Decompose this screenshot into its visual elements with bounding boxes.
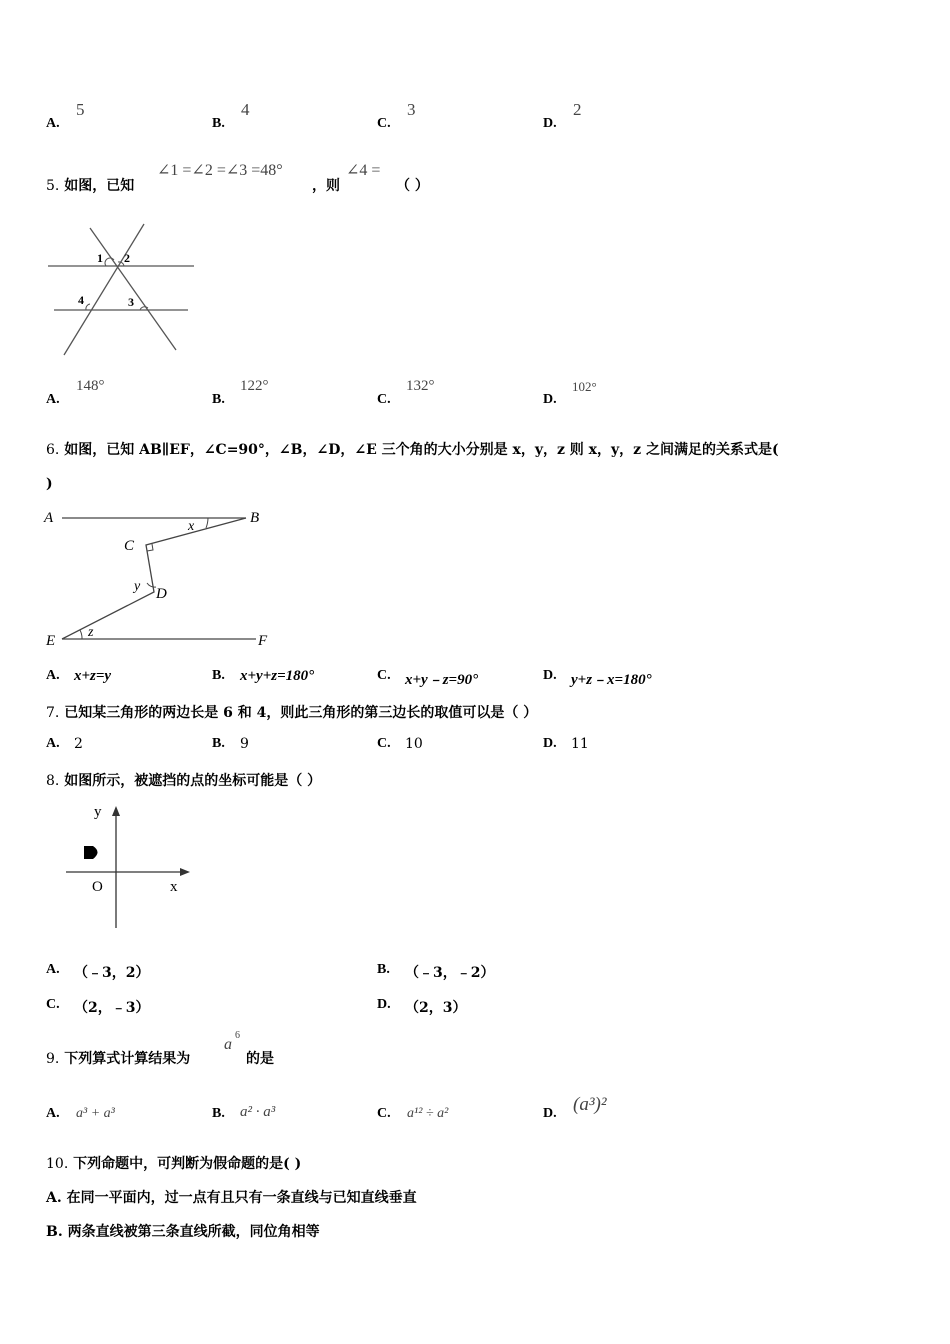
q4-option-c-label: C. [377, 116, 391, 131]
q9-option-d-label: D. [543, 1106, 557, 1121]
q5-option-d-value: 102° [572, 379, 597, 394]
q5-option-b-value: 122° [240, 378, 269, 394]
q6-stem-line1: 如图，已知 AB∥EF，∠C=90°，∠B，∠D，∠E 三个角的大小分别是 x，y，z 则 x，y，z 之间满足的关系式是( [64, 442, 779, 458]
q4-option-a-label: A. [46, 116, 60, 131]
q5-label-3: 3 [128, 295, 134, 309]
q7-option-b-label: B. [212, 736, 225, 751]
q9-option-a-value: a³ + a³ [76, 1106, 115, 1121]
q5-stem-math: ∠1 =∠2 =∠3 =48° [157, 162, 283, 179]
q7-option-d-value: 11 [571, 736, 589, 752]
q8-option-b-label: B. [377, 962, 390, 977]
q5-number: 5. [46, 178, 60, 194]
q6-option-c-label: C. [377, 668, 391, 683]
q9-number: 9. [46, 1051, 60, 1067]
q9-stem-base: a [224, 1036, 232, 1053]
q10-option-a-value: 在同一平面内，过一点有且只有一条直线与已知直线垂直 [66, 1190, 417, 1206]
q6-number: 6. [46, 442, 60, 458]
q5-option-b-label: B. [212, 392, 225, 407]
q6-label-e: E [46, 633, 56, 649]
q6-stem-line2: ) [46, 476, 53, 492]
q8-label-origin: O [92, 879, 103, 895]
q10-option-b-value: 两条直线被第三条直线所截，同位角相等 [67, 1224, 320, 1240]
q9-option-b-value: a² · a³ [240, 1104, 276, 1120]
q5-stem-pre: 如图，已知 [64, 178, 135, 194]
q9-stem-exp: 6 [235, 1030, 240, 1041]
q6-label-b: B [250, 510, 260, 526]
q6-label-a: A [44, 510, 54, 526]
q8-figure [60, 798, 200, 934]
q5-option-c-label: C. [377, 392, 391, 407]
q9-option-b-label: B. [212, 1106, 225, 1121]
q5-figure [44, 220, 200, 360]
q8-blocking-blob [84, 846, 98, 859]
q10-option-b-label: B. [46, 1224, 63, 1240]
q4-option-a-value: 5 [76, 100, 85, 119]
q5-transversal-right [90, 228, 176, 350]
q6-label-d: D [156, 586, 167, 602]
q10-option-a [46, 1187, 417, 1207]
q8-number: 8. [46, 773, 60, 789]
q8-label-x: x [170, 879, 178, 895]
q6-angle-arc-y [147, 583, 156, 587]
q6-angle-arc-z [80, 630, 82, 639]
q9-option-a-label: A. [46, 1106, 60, 1121]
q8-option-c-value: （2，﹣3） [74, 1000, 150, 1016]
q6-option-a-label: A. [46, 668, 60, 683]
q8-option-d-label: D. [377, 997, 391, 1012]
q6-label-y: y [134, 579, 141, 594]
q9-stem-pre: 下列算式计算结果为 [64, 1051, 191, 1067]
q5-transversal-left [64, 224, 144, 355]
q10-option-b [46, 1221, 320, 1241]
q6-line1 [46, 439, 779, 459]
q6-label-f: F [258, 633, 268, 649]
q9-option-d-value: (a³)² [573, 1094, 607, 1115]
q4-option-b-label: B. [212, 116, 225, 131]
q6-label-x: x [188, 519, 195, 534]
q5-stem-post: （ ） [396, 178, 429, 194]
q6-angle-arc-x [206, 518, 208, 528]
q8-option-a-value: （﹣3，2） [74, 965, 150, 981]
q8-stem: 如图所示，被遮挡的点的坐标可能是（ ） [64, 773, 322, 789]
q9-option-c-label: C. [377, 1106, 391, 1121]
q8-y-arrow-icon [112, 806, 120, 816]
q9-stem-post: 的是 [246, 1051, 274, 1067]
q8-option-d-value: （2，3） [405, 1000, 467, 1016]
q6-option-d-value: y+z﹣x=180° [571, 672, 652, 688]
q4-option-b-value: 4 [241, 100, 250, 119]
q6-label-z: z [88, 625, 94, 640]
q6-option-c-value: x+y﹣z=90° [405, 672, 479, 688]
q5-option-d-label: D. [543, 392, 557, 407]
q4-option-d-label: D. [543, 116, 557, 131]
q5-stem-math2: ∠4 = [346, 162, 381, 179]
q5-label-2: 2 [124, 251, 130, 265]
q7-option-c-label: C. [377, 736, 391, 751]
q5-option-c-value: 132° [406, 378, 435, 394]
q7-stem: 已知某三角形的两边长是 6 和 4，则此三角形的第三边长的取值可以是（ ） [64, 705, 538, 721]
q7-option-c-value: 10 [405, 736, 423, 752]
q7-option-b-value: 9 [240, 736, 249, 752]
q4-option-d-value: 2 [573, 100, 582, 119]
q6-zigzag-path [62, 518, 246, 639]
q8-option-b-value: （﹣3，﹣2） [405, 965, 495, 981]
q6-option-a-value: x+z=y [74, 668, 112, 684]
q8-label-y: y [94, 804, 102, 820]
q7-number: 7. [46, 705, 60, 721]
q5-stem-mid: ，则 [312, 178, 340, 194]
q10-option-a-label: A. [46, 1190, 62, 1206]
q6-label-c: C [124, 538, 135, 554]
q6-figure [40, 500, 280, 656]
q6-option-b-value: x+y+z=180° [240, 668, 315, 684]
q5-option-a-value: 148° [76, 378, 105, 394]
q7-option-a-label: A. [46, 736, 60, 751]
q7-option-a-value: 2 [74, 736, 83, 752]
q5-angle-arc-4 [86, 304, 90, 310]
q4-option-c-value: 3 [407, 100, 416, 119]
q10-stem: 下列命题中，可判断为假命题的是( ) [73, 1156, 302, 1172]
q10-number: 10. [46, 1156, 69, 1172]
q8-x-arrow-icon [180, 868, 190, 876]
q9-option-c-value: a¹² ÷ a² [407, 1106, 449, 1121]
q5-option-a-label: A. [46, 392, 60, 407]
q5-label-4: 4 [78, 293, 84, 307]
q7-option-d-label: D. [543, 736, 557, 751]
q5-label-1: 1 [97, 251, 103, 265]
q6-option-d-label: D. [543, 668, 557, 683]
q8-option-c-label: C. [46, 997, 60, 1012]
q5-angle-arc-1 [105, 258, 114, 266]
q8-option-a-label: A. [46, 962, 60, 977]
q6-option-b-label: B. [212, 668, 225, 683]
